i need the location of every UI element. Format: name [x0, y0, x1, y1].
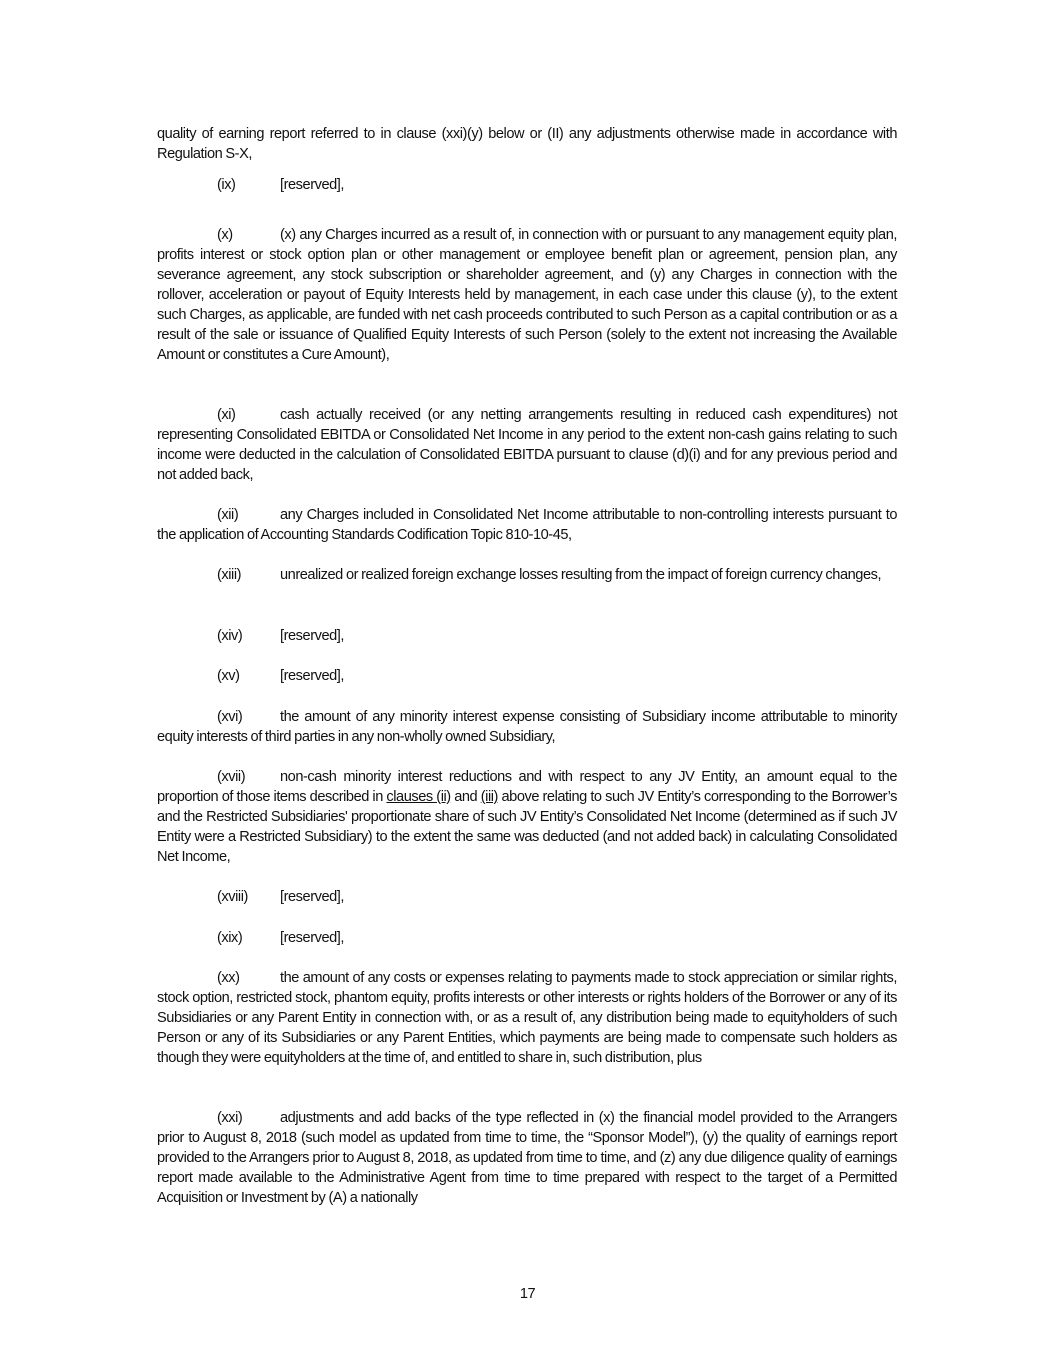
clause-label: (xix) — [217, 930, 243, 946]
clause-xvi — [157, 707, 897, 747]
clause-text: [reserved], — [280, 668, 344, 684]
clause-label: (xiii) — [217, 567, 242, 583]
clause-label: (ix) — [217, 177, 236, 193]
clause-xiv — [157, 626, 897, 646]
clause-label: (x) — [217, 227, 233, 243]
clause-text: [reserved], — [280, 889, 344, 905]
clause-xv — [157, 666, 897, 686]
clause-xxi — [157, 1108, 897, 1208]
paragraph-text: quality of earning report referred to in clause (xxi)(y) below or (II) any adjustments otherwise made in accordance with Regulation S-X, — [157, 126, 897, 162]
clause-label: (xii) — [217, 507, 239, 523]
clause-text: [reserved], — [280, 628, 344, 644]
clause-text: any Charges included in Consolidated Net Income attributable to non-controlling interests pursuant to the application of Accounting Standards Codification Topic 810-10-45, — [157, 507, 897, 543]
clause-xiii — [157, 565, 897, 585]
clause-label: (xiv) — [217, 628, 243, 644]
page-number: 17 — [519, 1286, 536, 1302]
clause-text: unrealized or realized foreign exchange losses resulting from the impact of foreign currency changes, — [280, 567, 882, 583]
clause-label: (xv) — [217, 668, 240, 684]
clause-text: above relating to such JV Entity’s corresponding to the Borrower’s and the Restricted Subsidiaries' proportionate share of such JV Entity’s Consolidated Net Income (determined as if such JV Entity were a Restricted Subsidiary) to the extent the same was deducted (and not added back) in calculating Consolidated Net Income, — [157, 789, 897, 865]
clause-label: (xviii) — [217, 889, 248, 905]
clause-reference-ii: clauses (ii) — [386, 789, 451, 805]
clause-text: (x) any Charges incurred as a result of, in connection with or pursuant to any management equity plan, profits interest or stock option plan or other management or employee benefit plan or agreement, pension plan, any severance agreement, any stock subscription or shareholder agreement, and (y) any Charges in connection with the rollover, acceleration or payout of Equity Interests held by management, in each case under this clause (y), to the extent such Charges, as applicable, are funded with net cash proceeds contributed to such Person as a capital contribution or as a result of the sale or issuance of Qualified Equity Interests of such Person (solely to the extent not increasing the Available Amount or constitutes a Cure Amount), — [157, 227, 897, 363]
clause-text: non-cash minority interest reductions and with respect to any JV Entity, an amount equal to the proportion of those items described in — [157, 769, 897, 805]
clause-text: and — [450, 789, 481, 805]
clause-xvii — [157, 767, 897, 867]
clause-xii — [157, 505, 897, 545]
clause-label: (xvi) — [217, 709, 243, 725]
clause-x — [157, 225, 897, 365]
clause-label: (xi) — [217, 407, 236, 423]
clause-text: cash actually received (or any netting arrangements resulting in reduced cash expenditures) not representing Consolidated EBITDA or Consolidated Net Income in any period to the extent non-cash gains relating to such income were deducted in the calculation of Consolidated EBITDA pursuant to clause (d)(i) and for any previous period and not added back, — [157, 407, 897, 483]
clause-xix — [157, 928, 897, 948]
clause-text: the amount of any minority interest expense consisting of Subsidiary income attributable to minority equity interests of third parties in any non-wholly owned Subsidiary, — [157, 709, 897, 745]
clause-label: (xx) — [217, 970, 240, 986]
clause-xx — [157, 968, 897, 1068]
clause-label: (xvii) — [217, 769, 246, 785]
clause-ix — [157, 175, 897, 195]
clause-label: (xxi) — [217, 1110, 243, 1126]
paragraph-continuation — [157, 124, 897, 164]
clause-text: adjustments and add backs of the type reflected in (x) the financial model provided to the Arrangers prior to August 8, 2018 (such model as updated from time to time, the “Sponsor Model”), (y) the quality of earnings report provided to the Arrangers prior to August 8, 2018, as updated from time to time, and (z) any due diligence quality of earnings report made available to the Administrative Agent from time to time prepared with respect to the target of a Permitted Acquisition or Investment by (A) a nationally — [157, 1110, 897, 1206]
clause-text: [reserved], — [280, 177, 344, 193]
clause-reference-iii: (iii) — [480, 789, 498, 805]
clause-xviii — [157, 887, 897, 907]
clause-xi — [157, 405, 897, 485]
clause-text: [reserved], — [280, 930, 344, 946]
clause-text: the amount of any costs or expenses relating to payments made to stock appreciation or similar rights, stock option, restricted stock, phantom equity, profits interests or other interests or rights holders of the Borrower or any of its Subsidiaries or any Parent Entity in connection with, or as a result of, any distribution being made to equityholders of such Person or any of its Subsidiaries or any Parent Entities, which payments are being made to compensate such holders as though they were equityholders at the time of, and entitled to share in, such distribution, plus — [157, 970, 897, 1066]
